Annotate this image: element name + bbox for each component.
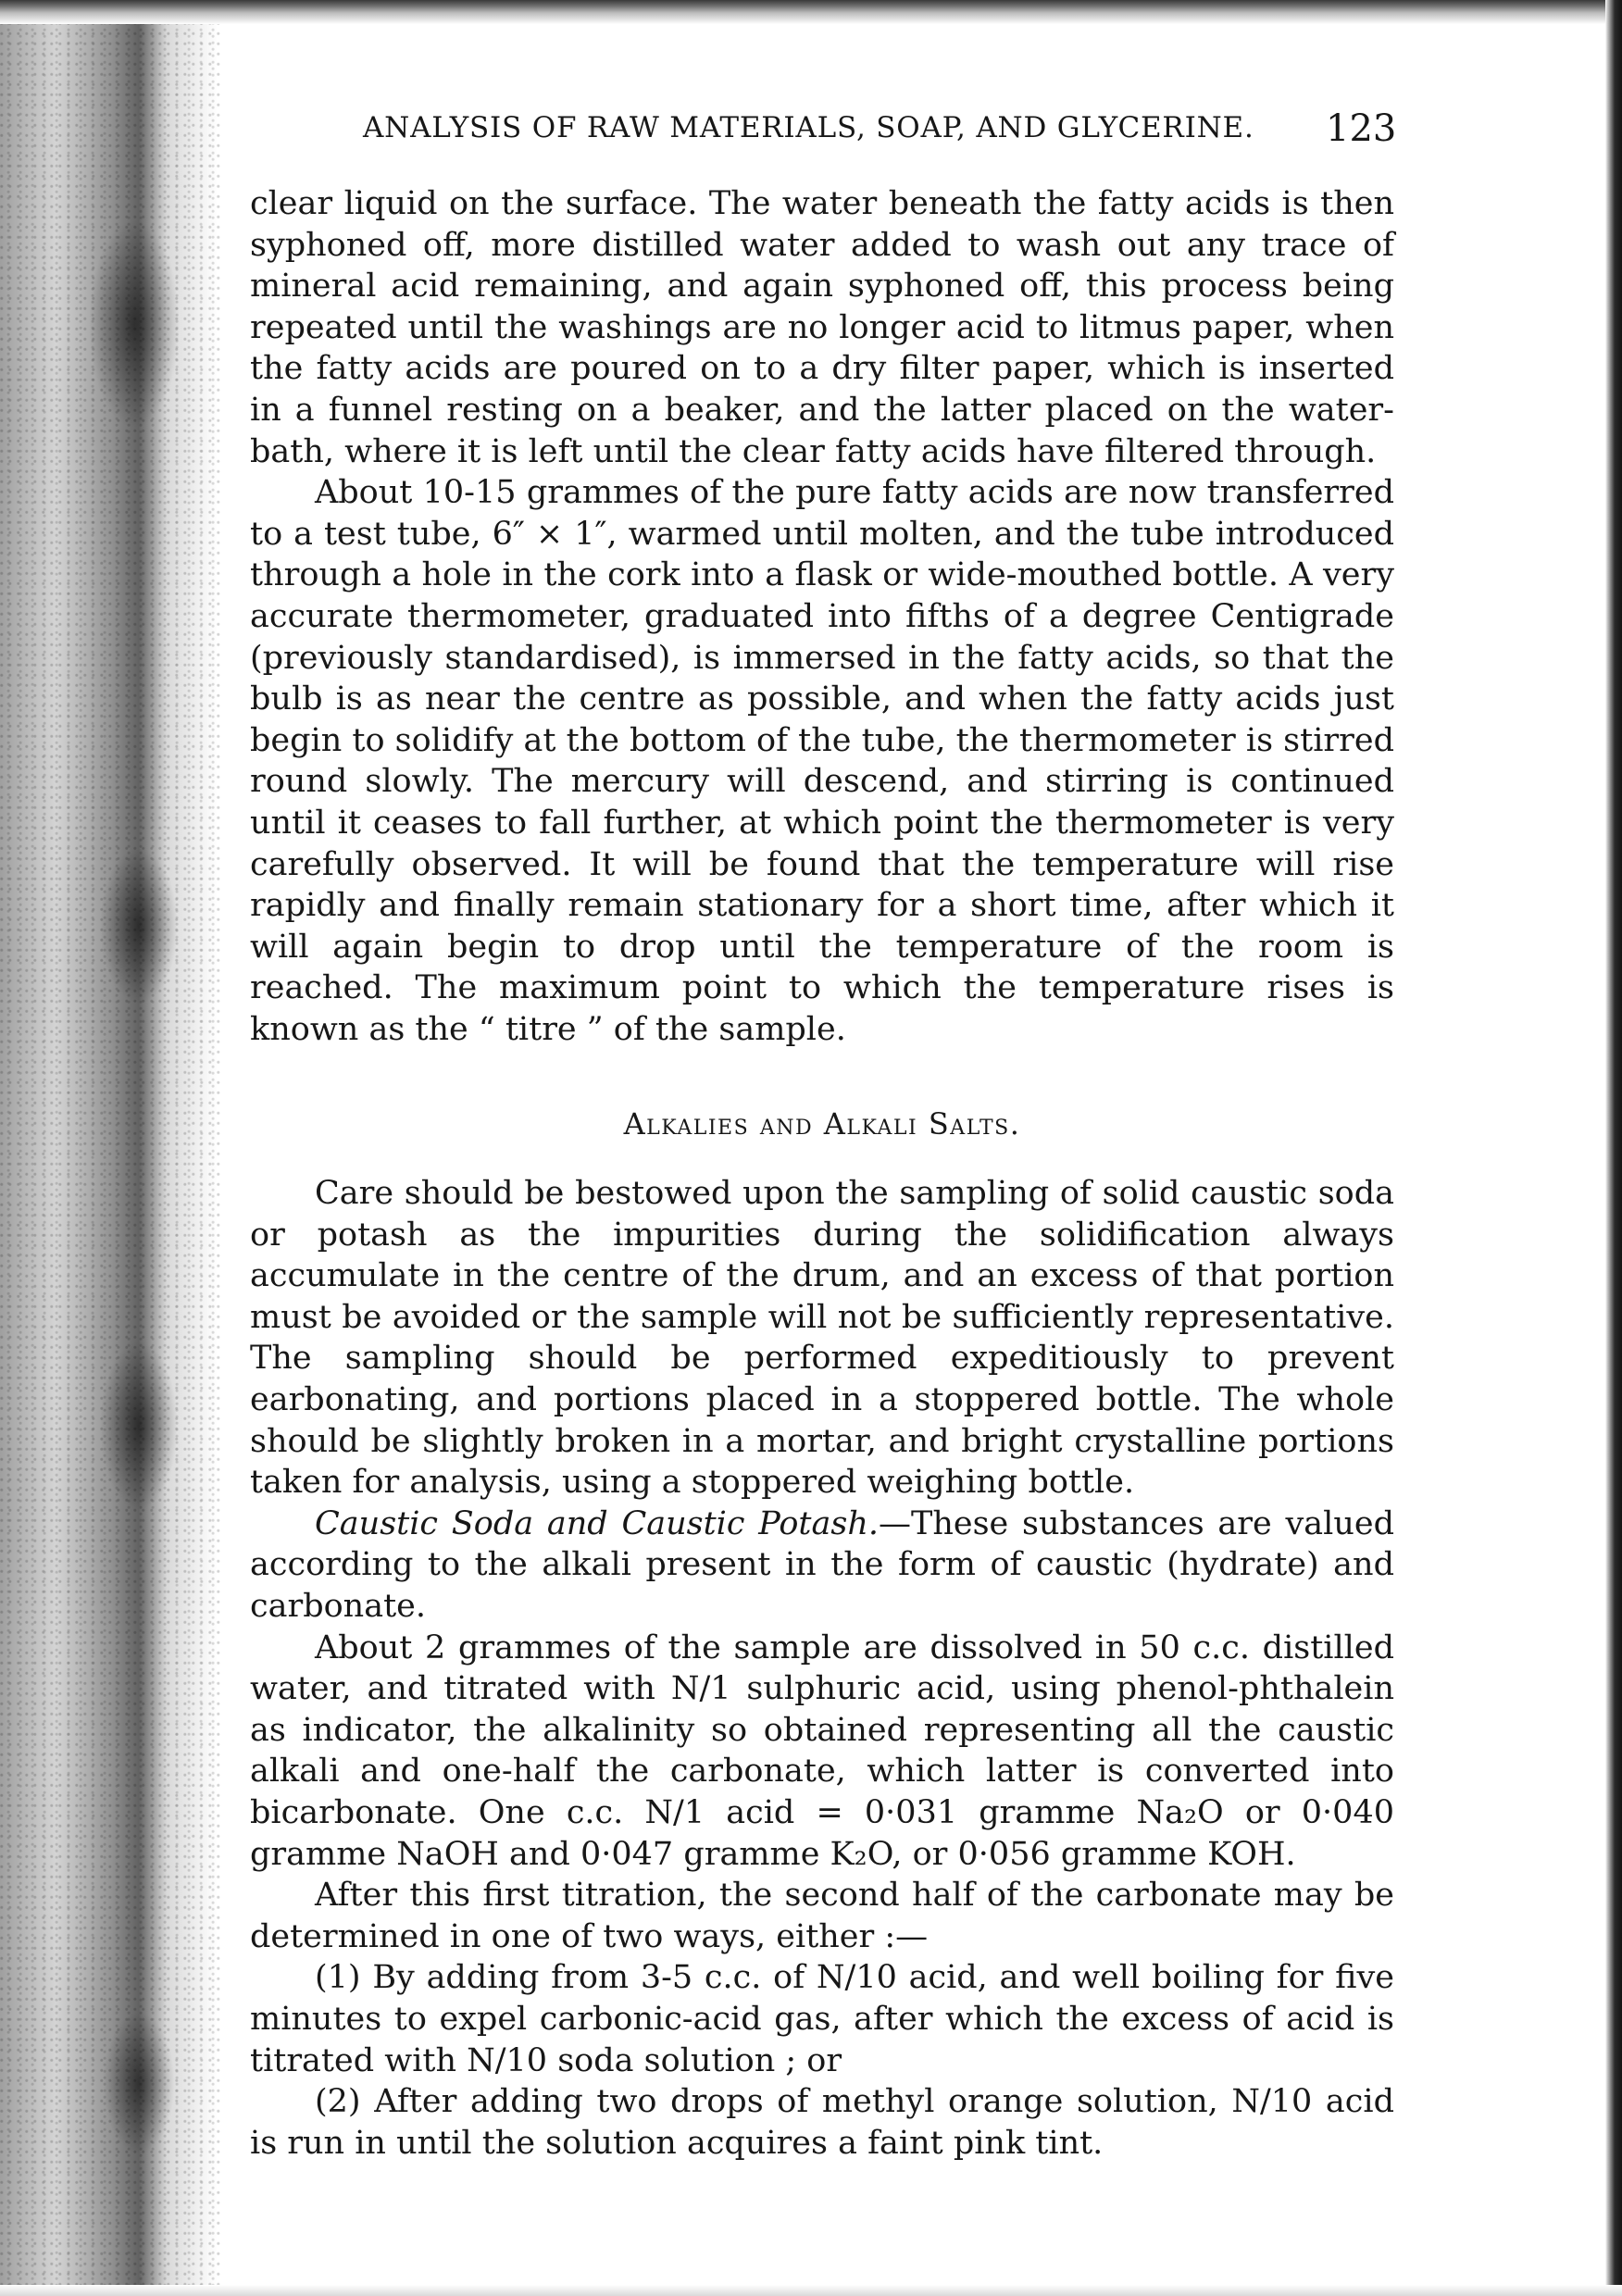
page-right-edge	[1605, 0, 1622, 2296]
paragraph-caustic-soda	[250, 1504, 1394, 1628]
page-top-edge	[0, 0, 1622, 24]
paragraph-second-titration: After this first titration, the second half of the carbonate may be determined in one of two ways, either :—	[250, 1877, 1394, 1955]
page-bottom-edge	[0, 2285, 1622, 2296]
paragraph-fatty-acids-wash: clear liquid on the surface. The water beneath the fatty acids is then syphoned off, more distilled water added to wash out any trace of mineral acid remaining, and again syphoned off, this process being repeated until the washings are no longer acid to litmus paper, when the fatty acids are poured on to a dry filter paper, which is inserted in a funnel resting on a beaker, and the latter placed on the water-bath, where it is left until the clear fatty acids have filtered through.	[250, 185, 1394, 470]
text-block	[250, 183, 1394, 2164]
running-title: ANALYSIS OF RAW MATERIALS, SOAP, AND GLYCERINE.	[363, 111, 1254, 144]
caustic-soda-lead: Caustic Soda and Caustic Potash.	[315, 1504, 879, 1542]
caustic-soda-text: —These substances are valued according to the alkali present in the form of caustic (hydrate) and carbonate.	[250, 1504, 1395, 1625]
paragraph-option-2: (2) After adding two drops of methyl orange solution, N/10 acid is run in until the solution acquires a faint pink tint.	[250, 2083, 1394, 2162]
paragraph-titration: About 2 grammes of the sample are dissolved in 50 c.c. distilled water, and titrated with N/1 sulphuric acid, using phenol-phthalein as indicator, the alkalinity so obtained representing all the caustic alkali and one-half the carbonate, which latter is converted into bicarbonate. One c.c. N/1 acid = 0·031 gramme Na₂O or 0·040 gramme NaOH and 0·047 gramme K₂O, or 0·056 gramme KOH.	[250, 1628, 1394, 1873]
paragraph-sampling: Care should be bestowed upon the sampling of solid caustic soda or potash as the impurities during the solidification always accumulate in the centre of the drum, and an excess of that portion must be avoided or the sample will not be sufficiently representative. The sampling should be performed expeditiously to prevent earbonating, and portions placed in a stoppered bottle. The whole should be slightly broken in a mortar, and bright crystalline portions taken for analysis, using a stoppered weighing bottle.	[250, 1175, 1394, 1502]
paragraph-titre-test: About 10-15 grammes of the pure fatty acids are now transferred to a test tube, 6″ × 1″, warmed until molten, and the tube introduced through a hole in the cork into a flask or wide-mouthed bottle. A very accurate thermometer, graduated into fifths of a degree Centigrade (previously standardised), is immersed in the fatty acids, so that the bulb is as near the centre as possible, and when the fatty acids just begin to solidify at the bottom of the tube, the thermometer is stirred round slowly. The mercury will descend, and stirring is continued until it ceases to fall further, at which point the thermometer is very carefully observed. It will be found that the temperature will rise rapidly and finally remain stationary for a short time, after which it will again begin to drop until the temperature of the room is reached. The maximum point to which the temperature rises is known as the “ titre ” of the sample.	[250, 474, 1394, 1048]
page-gutter-texture	[0, 0, 222, 2296]
section-heading: Alkalies and Alkali Salts.	[623, 1106, 1021, 1142]
page-number: 123	[1326, 107, 1397, 150]
paragraph-option-1: (1) By adding from 3-5 c.c. of N/10 acid, and well boiling for five minutes to expel carbonic-acid gas, after which the excess of acid is titrated with N/10 soda solution ; or	[250, 1959, 1394, 2079]
